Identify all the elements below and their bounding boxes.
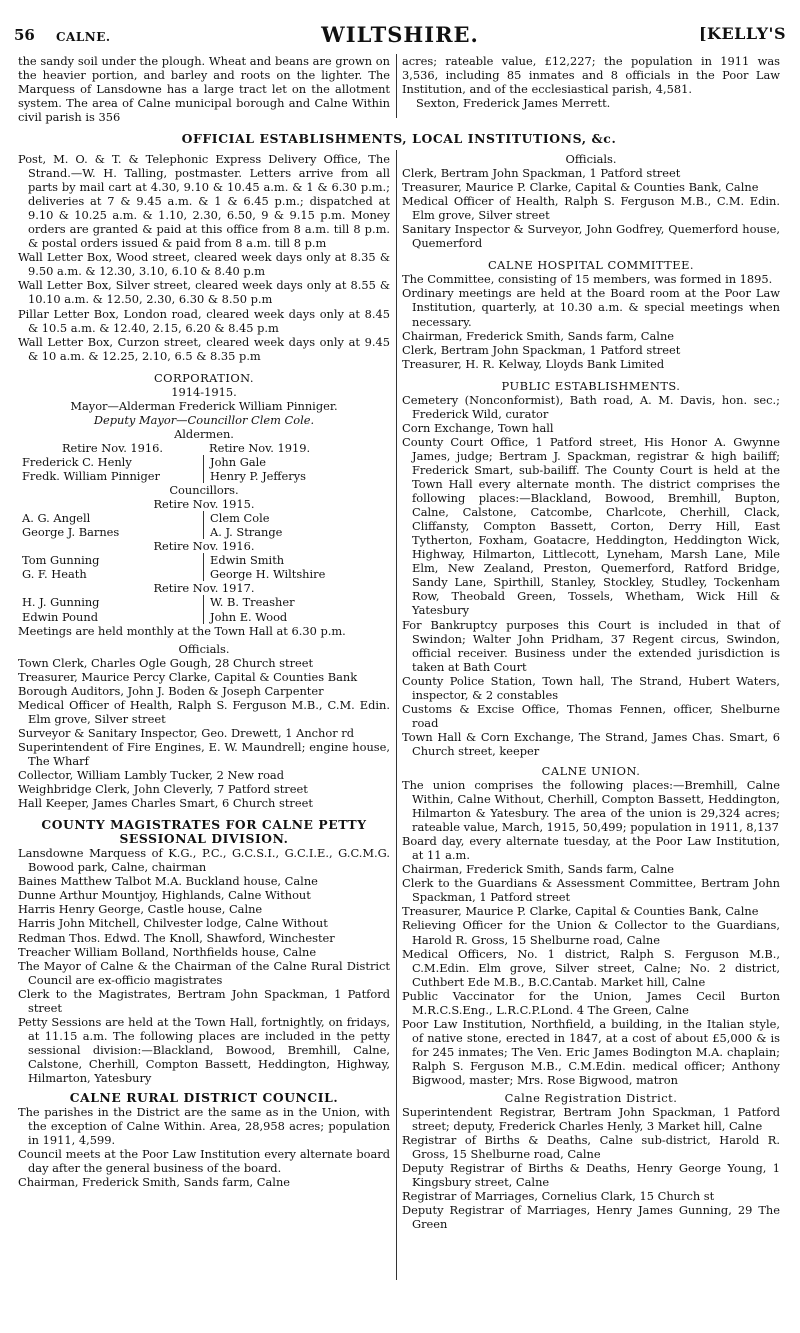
councillor-name: George J. Barnes <box>22 525 120 540</box>
councillors-label: Councillors. <box>169 483 239 498</box>
union-entry: Clerk to the Guardians & Assessment Committee, Bertram John Spackman, 1 Patford street <box>402 876 780 905</box>
registration-entry: Superintendent Registrar, Bertram John Spackman, 1 Patford street; deputy, Frederick Charles Henly, 3 Market hill, Calne <box>402 1105 780 1134</box>
official-entry: Surveyor & Sanitary Inspector, Geo. Drewett, 1 Anchor rd <box>18 725 355 740</box>
official-entry: Town Clerk, Charles Ogle Gough, 28 Church street <box>18 655 314 670</box>
official-entry: Collector, William Lambly Tucker, 2 New road <box>18 768 285 783</box>
page-number: 56 <box>14 26 35 44</box>
publisher-mark: [KELLY'S <box>698 24 786 43</box>
sexton: Sexton, Frederick James Merrett. <box>416 96 611 111</box>
councillor-name: A. J. Strange <box>203 525 390 539</box>
councillor-name: Edwin Smith <box>203 553 390 567</box>
union-entry: Medical Officers, No. 1 district, Ralph S. Ferguson M.B., C.M.Edin. Elm grove, Silver street, Calne; No. 2 district, Cuthbert Ede M.B., B.C.Cantab. Market hill, Calne <box>402 946 780 989</box>
letter-box-entry: Wall Letter Box, Wood street, cleared week days only at 8.35 & 9.50 a.m. & 12.30, 3.10, 6.10 & 8.40 p.m <box>18 250 390 279</box>
alderman-name: Fredk. William Pinniger <box>22 469 160 484</box>
official-entry: Hall Keeper, James Charles Smart, 6 Church street <box>18 796 313 811</box>
public-entry: Cemetery (Nonconformist), Bath road, A. M. Davis, hon. sec.; Frederick Wild, curator <box>402 392 780 421</box>
letter-box-entry: Pillar Letter Box, London road, cleared week days only at 8.45 & 10.5 a.m. & 12.40, 2.15, 6.20 & 8.45 p.m <box>18 306 390 335</box>
intro-right-text: acres; rateable value, £12,227; the population in 1911 was 3,536, including 85 inmates and 8 officials in the Poor Law Institution, and of the ecclesiastical parish, 4,581. <box>402 54 780 97</box>
hospital-entry: The Committee, consisting of 15 members, was formed in 1895. <box>402 272 773 287</box>
magistrate-entry: Redman Thos. Edwd. The Knoll, Shawford, Winchester <box>18 930 335 945</box>
hospital-entry: Clerk, Bertram John Spackman, 1 Patford street <box>402 342 681 357</box>
official-entry: Treasurer, Maurice Percy Clarke, Capital & Counties Bank <box>18 669 358 684</box>
magistrate-entry: Lansdowne Marquess of K.G., P.C., G.C.S.I., G.C.I.E., G.C.M.G. Bowood park, Calne, chairman <box>18 846 390 875</box>
official-entry: Weighbridge Clerk, John Cleverly, 7 Patford street <box>18 782 308 797</box>
letter-box-entry: Wall Letter Box, Curzon street, cleared week days only at 9.45 & 10 a.m. & 12.25, 2.10, 6.5 & 8.35 p.m <box>18 334 390 363</box>
alderman-name: John Gale <box>203 455 390 469</box>
union-entry: Poor Law Institution, Northfield, a building, in the Italian style, of native stone, erected in 1847, at a cost of about £5,000 & is for 245 inmates; The Ven. Eric James Bodington M.A. chaplain; Ralph S. Ferguson M.B., C.M.Edin. medical officer; Anthony Bigwood, master; Mrs. Rose Bigwood, matron <box>402 1016 780 1087</box>
rural-council-heading: CALNE RURAL DISTRICT COUNCIL. <box>69 1090 339 1106</box>
councillor-name: George H. Wiltshire <box>203 567 390 581</box>
official-entry: Clerk, Bertram John Spackman, 1 Patford street <box>402 166 681 181</box>
alderman-name: Henry P. Jefferys <box>203 469 390 483</box>
hospital-heading: CALNE HOSPITAL COMMITTEE. <box>487 258 695 273</box>
councillor-name: Edwin Pound <box>22 609 98 624</box>
magistrate-entry: Dunne Arthur Mountjoy, Highlands, Calne Without <box>18 888 311 903</box>
union-entry: Treasurer, Maurice P. Clarke, Capital & Counties Bank, Calne <box>402 904 759 919</box>
councillor-row <box>18 595 390 609</box>
hospital-entry: Treasurer, H. R. Kelway, Lloyds Bank Limited <box>402 356 665 371</box>
councillor-name: Clem Cole <box>203 511 390 525</box>
retire-label: Retire Nov. 1916. <box>153 539 255 554</box>
magistrate-entry: The Mayor of Calne & the Chairman of the Calne Rural District Council are ex-officio magistrates <box>18 958 390 987</box>
county-title: WILTSHIRE. <box>321 22 479 47</box>
intro-right <box>402 54 780 110</box>
registration-heading: Calne Registration District. <box>504 1091 678 1106</box>
councillor-name: Tom Gunning <box>22 553 100 568</box>
retire-label: Retire Nov. 1915. <box>153 497 255 512</box>
column-rule-top <box>396 54 397 118</box>
public-heading: PUBLIC ESTABLISHMENTS. <box>501 378 681 393</box>
councillor-name: A. G. Angell <box>22 511 91 526</box>
councillor-row <box>18 511 390 525</box>
councillor-name: John E. Wood <box>203 610 390 624</box>
registration-entry: Registrar of Births & Deaths, Calne sub-district, Harold R. Gross, 15 Shelburne road, Calne <box>402 1133 780 1162</box>
mayor: Mayor—Alderman Frederick William Pinniger. <box>70 398 338 413</box>
registration-entry: Deputy Registrar of Marriages, Henry James Gunning, 29 The Green <box>402 1203 780 1232</box>
official-entry: Sanitary Inspector & Surveyor, John Godfrey, Quemerford house, Quemerford <box>402 222 780 251</box>
councillor-row <box>18 553 390 567</box>
running-place: CALNE. <box>56 30 111 44</box>
registration-entry: Registrar of Marriages, Cornelius Clark, 15 Church st <box>402 1189 715 1204</box>
magistrate-entry: Clerk to the Magistrates, Bertram John Spackman, 1 Patford street <box>18 986 390 1015</box>
magistrate-entry: Petty Sessions are held at the Town Hall, fortnightly, on fridays, at 11.15 a.m. The following places are included in the petty sessional division:—Blackland, Bowood, Bremhill, Calne, Calstone, Cherhill, Compton Bassett, Heddington, Highway, Hilmarton, Yatesbury <box>18 1014 390 1085</box>
letter-box-entry: Wall Letter Box, Silver street, cleared week days only at 8.55 & 10.10 a.m. & 12.50, 2.30, 6.30 & 8.50 p.m <box>18 278 390 307</box>
magistrates-heading-2: SESSIONAL DIVISION. <box>119 831 289 847</box>
rural-council-entry: Chairman, Frederick Smith, Sands farm, Calne <box>18 1175 291 1190</box>
aldermen-retire-row <box>18 441 390 455</box>
councillor-row <box>18 567 390 581</box>
councillor-name: G. F. Heath <box>22 567 87 582</box>
official-entry: Borough Auditors, John J. Boden & Joseph Carpenter <box>18 683 324 698</box>
magistrate-entry: Harris John Mitchell, Chilvester lodge, Calne Without <box>18 916 328 931</box>
alderman-name: Frederick C. Henly <box>22 454 132 469</box>
public-entry: Customs & Excise Office, Thomas Fennen, officer, Shelburne road <box>402 701 780 730</box>
deputy-mayor: Deputy Mayor—Councillor Clem Cole. <box>93 412 315 427</box>
page-header <box>14 22 786 52</box>
retire-label: Retire Nov. 1919. <box>209 440 311 455</box>
retire-label: Retire Nov. 1916. <box>61 440 164 455</box>
meetings-note: Meetings are held monthly at the Town Hall at 6.30 p.m. <box>18 623 346 638</box>
rural-council-entry: The parishes in the District are the same as in the Union, with the exception of Calne Within. Area, 28,958 acres; population in 1911, 4,599. <box>18 1105 390 1148</box>
official-banner: OFFICIAL ESTABLISHMENTS, LOCAL INSTITUTIONS, &c. <box>181 131 617 146</box>
hospital-entry: Ordinary meetings are held at the Board room at the Poor Law Institution, quarterly, at 10.30 a.m. & special meetings when necessary. <box>402 286 780 329</box>
right-column <box>402 152 780 1232</box>
public-entry: County Police Station, Town hall, The Strand, Hubert Waters, inspector, & 2 constables <box>402 673 780 702</box>
public-entry: Town Hall & Corn Exchange, The Strand, James Chas. Smart, 6 Church street, keeper <box>402 729 780 758</box>
magistrate-entry: Baines Matthew Talbot M.A. Buckland house, Calne <box>18 874 318 889</box>
intro-left <box>18 54 390 124</box>
column-rule <box>396 150 397 1280</box>
registration-entry: Deputy Registrar of Births & Deaths, Henry George Young, 1 Kingsbury street, Calne <box>402 1161 780 1190</box>
official-entry: Treasurer, Maurice P. Clarke, Capital & Counties Bank, Calne <box>402 180 759 195</box>
official-entry: Medical Officer of Health, Ralph S. Ferguson M.B., C.M. Edin. Elm grove, Silver street <box>402 194 780 223</box>
aldermen-label: Aldermen. <box>174 426 234 441</box>
officials-label: Officials. <box>178 641 230 656</box>
corporation-year: 1914-1915. <box>171 384 237 399</box>
magistrate-entry: Treacher William Bolland, Northfields house, Calne <box>18 944 317 959</box>
public-entry: Corn Exchange, Town hall <box>402 420 554 435</box>
magistrates-heading: COUNTY MAGISTRATES FOR CALNE PETTY <box>41 817 367 833</box>
alderman-row <box>18 469 390 483</box>
union-entry: Relieving Officer for the Union & Collector to the Guardians, Harold R. Gross, 15 Shelburne road, Calne <box>402 918 780 947</box>
officials-label: Officials. <box>565 152 617 166</box>
post-office-entry: Post, M. O. & T. & Telephonic Express Delivery Office, The Strand.—W. H. Talling, postmaster. Letters arrive from all parts by mail cart at 4.30, 9.10 & 10.45 a.m. & 1 & 6.30 p.m.; deliveries at 7 & 9.45 a.m. & 1 & 6.45 p.m.; dispatched at 9.10 & 10.25 a.m. & 1.10, 2.30, 6.50, 9 & 9.15 p.m. Money orders are granted & paid at this office from 8 a.m. till 8 p.m. & postal orders issued & paid from 8 a.m. till 8 p.m <box>18 152 390 251</box>
councillor-row <box>18 610 390 624</box>
rural-council-entry: Council meets at the Poor Law Institution every alternate board day after the general business of the board. <box>18 1147 390 1176</box>
retire-label: Retire Nov. 1917. <box>153 581 255 596</box>
union-entry: Public Vaccinator for the Union, James Cecil Burton M.R.C.S.Eng., L.R.C.P.Lond. 4 The Green, Calne <box>402 988 780 1017</box>
hospital-entry: Chairman, Frederick Smith, Sands farm, Calne <box>402 328 675 343</box>
councillor-row <box>18 525 390 539</box>
union-heading: CALNE UNION. <box>541 763 641 778</box>
union-entry: Board day, every alternate tuesday, at the Poor Law Institution, at 11 a.m. <box>402 834 780 863</box>
public-entry: For Bankruptcy purposes this Court is included in that of Swindon; Walter John Pridham, 37 Regent circus, Swindon, official receiver. Business under the extended jurisdiction is taken at Bath Court <box>402 617 780 674</box>
union-entry: The union comprises the following places:—Bremhill, Calne Within, Calne Without, Cherhill, Compton Bassett, Heddington, Hilmarton & Yatesbury. The area of the union is 29,324 acres; rateable value, March, 1915, 50,499; population in 1911, 8,137 <box>402 778 780 835</box>
union-entry: Chairman, Frederick Smith, Sands farm, Calne <box>402 862 675 877</box>
left-column <box>18 152 390 1189</box>
official-entry: Superintendent of Fire Engines, E. W. Maundrell; engine house, The Wharf <box>18 739 390 768</box>
councillor-name: W. B. Treasher <box>203 595 390 609</box>
intro-left-text: the sandy soil under the plough. Wheat and beans are grown on the heavier portion, and barley and roots on the lighter. The Marquess of Lansdowne has a large tract let on the allotment system. The area of Calne municipal borough and Calne Within civil parish is 356 <box>18 54 390 125</box>
public-entry: County Court Office, 1 Patford street, His Honor A. Gwynne James, judge; Bertram J. Spackman, registrar & high bailiff; Frederick Smart, sub-bailiff. The County Court is held at the Town Hall every alternate month. The district comprises the following places:—Blackland, Bowood, Bremhill, Bupton, Calne, Calstone, Catcombe, Charlcote, Cherhill, Clack, Cliffansty, Compton Bassett, Corton, Derry Hill, East Tytherton, Foxham, Goatacre, Heddington, Heddington Wick, Highway, Hilmarton, Littlecott, Lyneham, Marsh Lane, Mile Elm, New Zealand, Preston, Quemerford, Ratford Bridge, Sandy Lane, Spirthill, Stanley, Stockley, Studley, Tockenham Row, Theobald Green, Tossels, Whetham, Wick Hill & Yatesbury <box>402 434 780 618</box>
councillor-name: H. J. Gunning <box>22 595 100 610</box>
magistrate-entry: Harris Henry George, Castle house, Calne <box>18 902 263 917</box>
corporation-heading: CORPORATION. <box>153 370 255 385</box>
alderman-row <box>18 455 390 469</box>
official-entry: Medical Officer of Health, Ralph S. Ferguson M.B., C.M. Edin. Elm grove, Silver street <box>18 697 390 726</box>
